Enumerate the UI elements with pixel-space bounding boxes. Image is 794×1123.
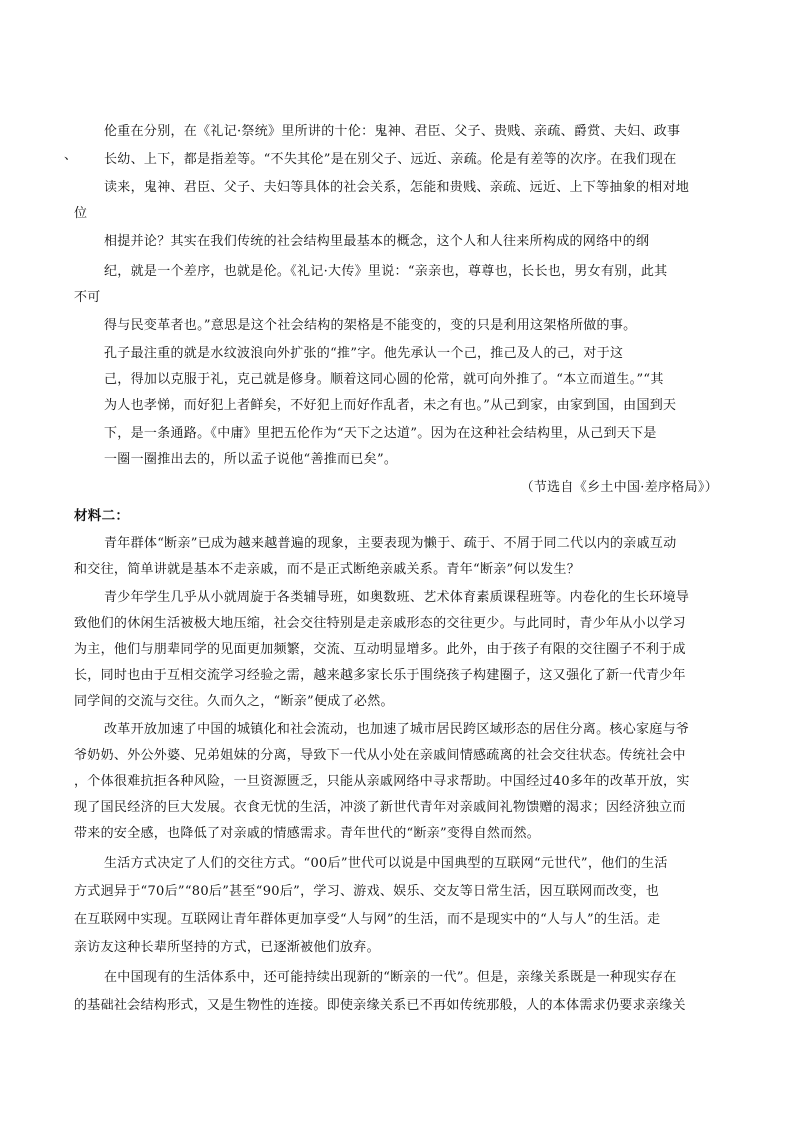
text-line: 致他们的休闲生活被极大地压缩，社会交往特别是走亲戚形态的交往更少。与此同时，青少年从小以学习 <box>74 616 686 631</box>
text-line: 下，是一条通路。《中庸》里把五伦作为“天下之达道”。因为在这种社会结构里，从己到天下是 <box>104 426 657 441</box>
text-line: 孔子最注重的就是水纹波浪向外扩张的“推”字。他先承认一个己，推己及人的己，对于这 <box>104 346 624 361</box>
text-line: 得与民变革者也。”意思是这个社会结构的架格是不能变的，变的只是利用这架格所做的事。 <box>104 318 637 333</box>
section-heading: 材料二： <box>74 508 130 524</box>
text-line: 同学间的交流与交往。久而久之，“断亲”便成了必然。 <box>74 694 394 709</box>
text-line: ，个体很难抗拒各种风险，一旦资源匮乏，只能从亲戚网络中寻求帮助。中国经过40多年的改革开放，实 <box>74 774 690 789</box>
text-line: 和交往，简单讲就是基本不走亲戚，而不是正式断绝亲戚关系。青年“断亲”何以发生？ <box>74 562 580 577</box>
text-line: 纪，就是一个差序，也就是伦。《礼记·大传》里说：“亲亲也，尊尊也，长长也，男女有别，此其 <box>104 264 668 279</box>
text-line: 爷奶奶、外公外婆、兄弟姐妹的分离，导致下一代从小处在亲戚间情感疏离的社会交往状态。传统社会中 <box>74 748 686 763</box>
text-line: 不可 <box>74 290 101 305</box>
text-line: 在互联网中实现。互联网让青年群体更加享受“人与网”的生活，而不是现实中的“人与人”的生活。走 <box>74 912 661 927</box>
text-line: 长，同时也由于互相交流学习经验之需，越来越多家长乐于围绕孩子构建圈子，这又强化了新一代青少年 <box>74 668 686 683</box>
text-line: 的基础社会结构形式，又是生物性的连接。即使亲缘关系已不再如传统那般，人的本体需求仍要求亲缘关 <box>74 998 686 1013</box>
text-line: 读来，鬼神、君臣、父子、夫妇等具体的社会关系，怎能和贵贱、亲疏、远近、上下等抽象的相对地 <box>104 180 690 195</box>
text-line: 、 <box>64 148 78 163</box>
text-line: 亲访友这种长辈所坚持的方式，已逐渐被他们放弃。 <box>74 940 380 955</box>
text-line: 改革开放加速了中国的城镇化和社会流动，也加速了城市居民跨区域形态的居住分离。核心家庭与爷 <box>104 722 690 737</box>
text-line: 青少年学生几乎从小就周旋于各类辅导班，如奥数班、艺术体育素质课程班等。内卷化的生长环境导 <box>104 590 690 605</box>
text-line: 为人也孝悌，而好犯上者鲜矣，不好犯上而好作乱者，未之有也。”从己到家，由家到国，由国到天 <box>104 398 677 413</box>
text-line: 相提并论？其实在我们传统的社会结构里最基本的概念，这个人和人往来所构成的网络中的纲 <box>104 234 650 249</box>
source-citation: （节选自《乡土中国·差序格局》） <box>520 480 718 495</box>
text-line: 己，得加以克服于礼，克己就是修身。顺着这同心圆的伦常，就可向外推了。“本立而道生。”“其 <box>104 372 664 387</box>
text-line: 一圈一圈推出去的，所以孟子说他“善推而已矣”。 <box>104 452 398 467</box>
text-line: 方式迥异于“70后”“80后”甚至“90后”，学习、游戏、娱乐、交友等日常生活，因互联网而改变，也 <box>74 884 660 899</box>
text-line: 位 <box>74 206 88 221</box>
text-line: 现了国民经济的巨大发展。衣食无忧的生活，冲淡了新世代青年对亲戚间礼物馈赠的渴求；因经济独立而 <box>74 800 686 815</box>
text-line: 生活方式决定了人们的交往方式。“00后”世代可以说是中国典型的互联网“元世代”，他们的生活 <box>104 856 668 871</box>
text-line: 伦重在分别，在《礼记·祭统》里所讲的十伦：鬼神、君臣、父子、贵贱、亲疏、爵赏、夫妇、政事 <box>104 124 681 139</box>
text-line: 带来的安全感，也降低了对亲戚的情感需求。青年世代的“断亲”变得自然而然。 <box>74 826 541 841</box>
text-line: 在中国现有的生活体系中，还可能持续出现新的“断亲的一代”。但是，亲缘关系既是一种现实存在 <box>104 970 677 985</box>
text-line: 为主，他们与朋辈同学的见面更加频繁，交流、互动明显增多。此外，由于孩子有限的交往圈子不利于成 <box>74 642 686 657</box>
text-line: 长幼、上下，都是指差等。“不失其伦”是在别父子、远近、亲疏。伦是有差等的次序。在我们现在 <box>104 152 677 167</box>
text-line: 青年群体“断亲”已成为越来越普遍的现象，主要表现为懒于、疏于、不屑于同二代以内的亲戚互动 <box>104 536 677 551</box>
